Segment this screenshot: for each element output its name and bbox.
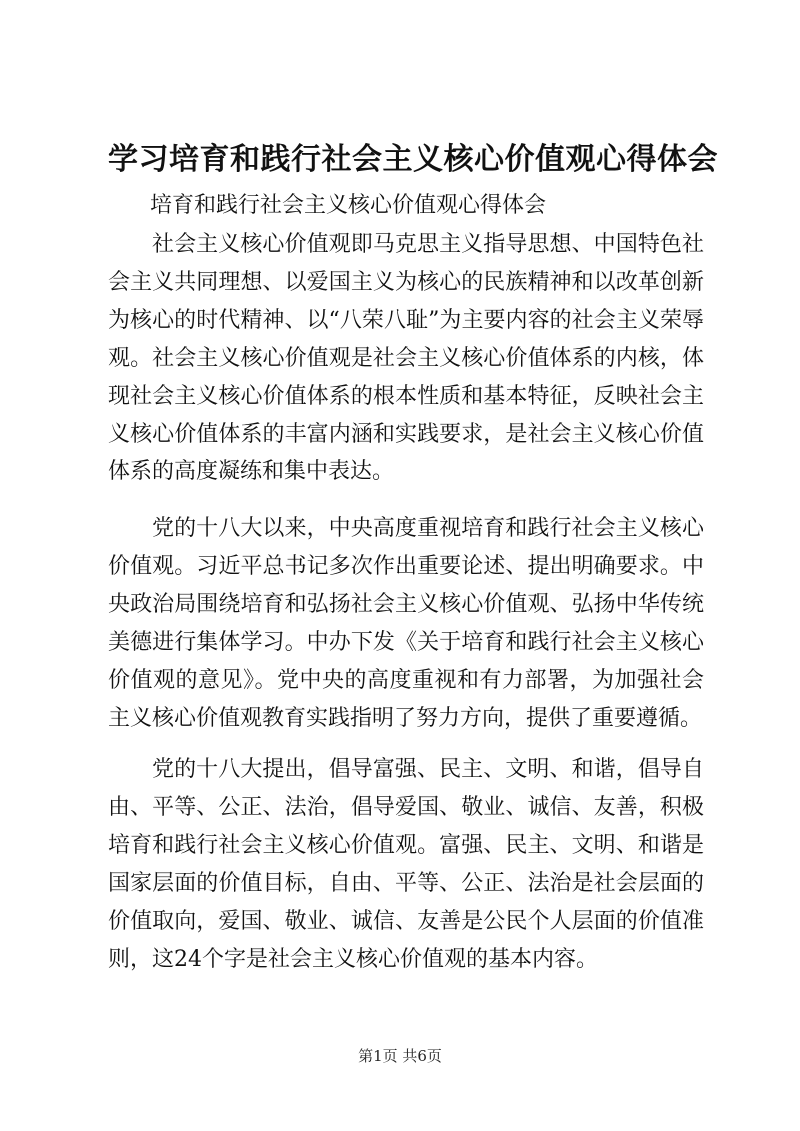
document-title: 学习培育和践行社会主义核心价值观心得体会 — [108, 142, 718, 177]
paragraph-3: 党的十八大提出，倡导富强、民主、文明、和谐，倡导自由、平等、公正、法治，倡导爱国、敬业、诚信、友善，积极培育和践行社会主义核心价值观。富强、民主、文明、和谐是国家层面的价值目标，自由、平等、公正、法治是社会层面的价值取向，爱国、敬业、诚信、友善是公民个人层面的价值准则，这24个字是社会主义核心价值观的基本内容。 — [108, 757, 704, 972]
page-indicator: 第1页 共6页 — [358, 1047, 442, 1065]
paragraph-2: 党的十八大以来，中央高度重视培育和践行社会主义核心价值观。习近平总书记多次作出重要论述、提出明确要求。中央政治局围绕培育和弘扬社会主义核心价值观、弘扬中华传统美德进行集体学习。中办下发《关于培育和践行社会主义核心价值观的意见》。党中央的高度重视和有力部署，为加强社会主义核心价值观教育实践指明了努力方向，提供了重要遵循。 — [108, 516, 704, 731]
paragraph-1: 社会主义核心价值观即马克思主义指导思想、中国特色社会主义共同理想、以爱国主义为核心的民族精神和以改革创新为核心的时代精神、以“八荣八耻”为主要内容的社会主义荣辱观。社会主义核心价值观是社会主义核心价值体系的内核，体现社会主义核心价值体系的根本性质和基本特征，反映社会主义核心价值体系的丰富内涵和实践要求，是社会主义核心价值体系的高度凝练和集中表达。 — [108, 232, 704, 485]
document-subtitle: 培育和践行社会主义核心价值观心得体会 — [150, 193, 547, 218]
